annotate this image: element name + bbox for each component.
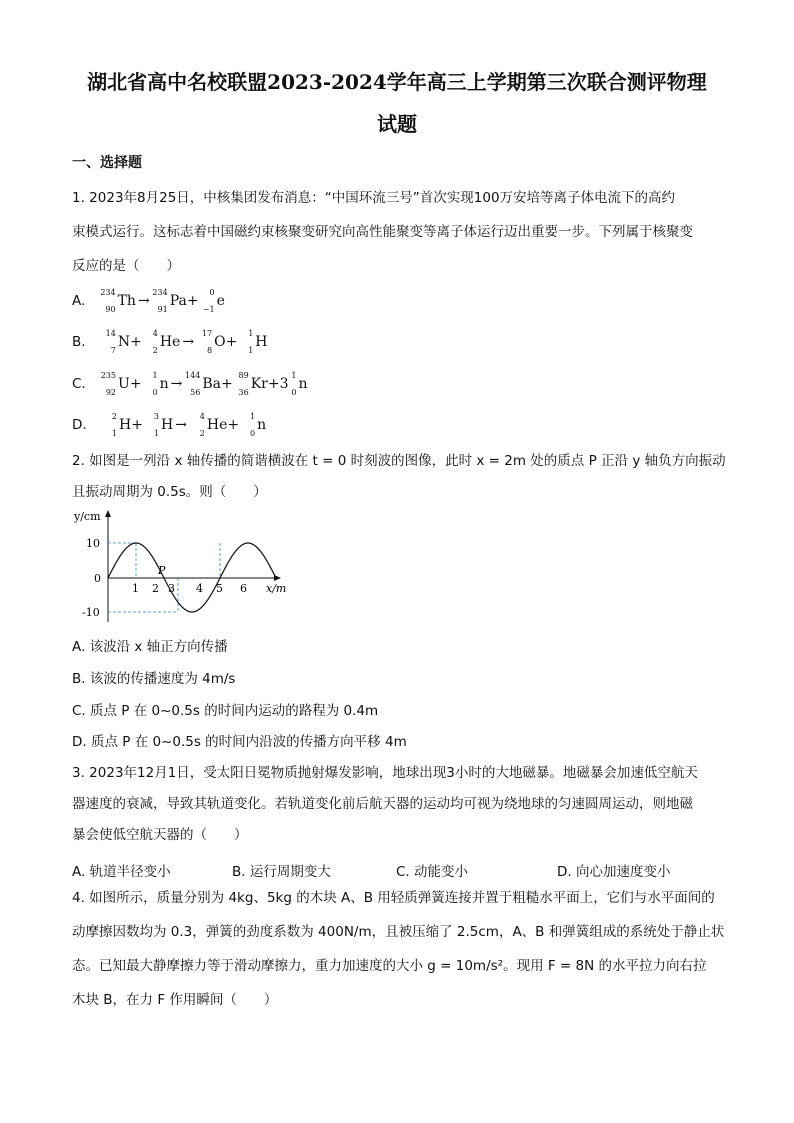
wave-graph [72, 508, 302, 626]
q1-line3: 反应的是（ ） [72, 258, 180, 274]
option-label: B. [72, 334, 86, 350]
q2-line2: 且振动周期为 0.5s。则（ ） [72, 484, 267, 500]
x-tick-4: 4 [196, 582, 203, 595]
q3-option-a[interactable]: A. 轨道半径变小 [72, 864, 171, 880]
q3-line3: 暴会使低空航天器的（ ） [72, 827, 248, 843]
q1-option-d[interactable]: D. 2 1 H+ 3 1 H → 4 2 He+ 1 0 n [72, 412, 267, 438]
x-tick-2: 2 [152, 582, 159, 595]
q2-option-a[interactable]: A. 该波沿 x 轴正方向传播 [72, 639, 228, 655]
q4-line2: 动摩擦因数均为 0.3，弹簧的劲度系数为 400N/m，且被压缩了 2.5cm，A、B 和弹簧组成的系统处于静止状 [72, 924, 725, 940]
q3-option-c[interactable]: C. 动能变小 [396, 864, 469, 880]
wave-graph-svg [72, 508, 302, 626]
y-tick-neg10: -10 [82, 606, 100, 619]
x-tick-3: 3 [168, 582, 175, 595]
y-axis-arrow [105, 510, 111, 517]
q2-option-b[interactable]: B. 该波的传播速度为 4m/s [72, 671, 236, 687]
q4-line1: 4. 如图所示，质量分别为 4kg、5kg 的木块 A、B 用轻质弹簧连接并置于粗糙水平面上，它们与水平面间的 [72, 890, 715, 906]
exam-title-line1: 湖北省高中名校联盟2023-2024学年高三上学期第三次联合测评物理 [87, 70, 707, 94]
option-label: C. [72, 376, 86, 392]
q3-line2: 器速度的衰减，导致其轨道变化。若轨道变化前后航天器的运动均可视为绕地球的匀速圆周运动，则地磁 [72, 796, 693, 812]
q4-line4: 木块 B，在力 F 作用瞬间（ ） [72, 992, 278, 1008]
exam-title-line2: 试题 [377, 112, 417, 136]
x-tick-6: 6 [240, 582, 247, 595]
option-label: D. [72, 417, 87, 433]
q3-option-b[interactable]: B. 运行周期变大 [232, 864, 331, 880]
q2-option-c[interactable]: C. 质点 P 在 0~0.5s 的时间内运动的路程为 0.4m [72, 703, 379, 719]
x-axis-label: x/m [266, 582, 287, 595]
x-tick-1: 1 [132, 582, 139, 595]
point-p-label: P [158, 564, 166, 577]
q2-line1: 2. 如图是一列沿 x 轴传播的简谐横波在 t = 0 时刻波的图像，此时 x = 2m 处的质点 P 正沿 y 轴负方向振动 [72, 453, 726, 469]
q1-line1: 1. 2023年8月25日，中核集团发布消息：“中国环流三号”首次实现100万安培等离子体电流下的高约 [72, 190, 676, 206]
q4-line3: 态。已知最大静摩擦力等于滑动摩擦力，重力加速度的大小 g = 10m/s²。现用 F = 8N 的水平拉力向右拉 [72, 958, 707, 974]
q1-option-c[interactable]: C. 235 92 U+ 1 0 n → 144 56 Ba+ 89 36 Kr+3 1 0 n [72, 371, 308, 397]
q3-option-d[interactable]: D. 向心加速度变小 [557, 864, 671, 880]
q1-option-a[interactable]: A. 234 90 Th → 234 91 Pa+ 0 −1 e [72, 288, 225, 314]
y-axis-label: y/cm [74, 510, 101, 523]
option-label: A. [72, 293, 86, 309]
section-heading: 一、选择题 [72, 155, 142, 171]
q3-line1: 3. 2023年12月1日，受太阳日冕物质抛射爆发影响，地球出现3小时的大地磁暴。地磁暴会加速低空航天 [72, 765, 698, 781]
q2-option-d[interactable]: D. 质点 P 在 0~0.5s 的时间内沿波的传播方向平移 4m [72, 734, 407, 750]
y-tick-0: 0 [94, 572, 101, 585]
x-tick-5: 5 [216, 582, 223, 595]
q1-line2: 束模式运行。这标志着中国磁约束核聚变研究向高性能聚变等离子体运行迈出重要一步。下列属于核聚变 [72, 224, 693, 240]
q1-option-b[interactable]: B. 14 7 N+ 4 2 He → 17 8 O+ 1 1 H [72, 329, 268, 355]
y-tick-10: 10 [86, 537, 100, 550]
